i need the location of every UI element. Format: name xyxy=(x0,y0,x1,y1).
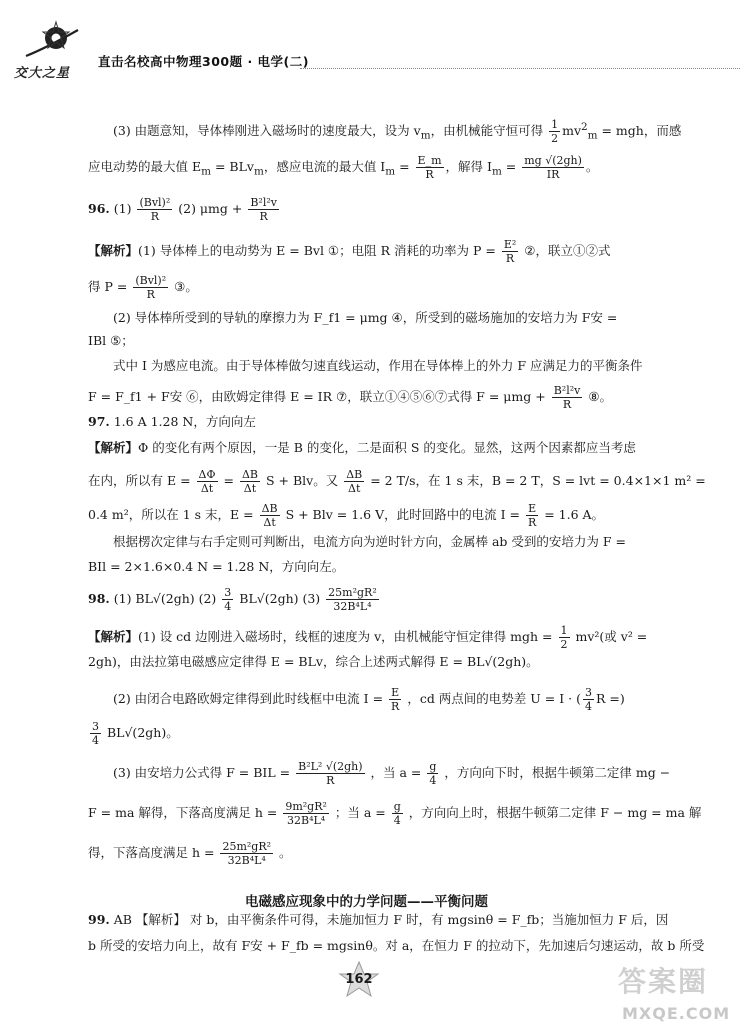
watermark-url: MXQE.COM xyxy=(622,1004,731,1023)
section-title: 电磁感应现象中的力学问题——平衡问题 xyxy=(245,894,488,910)
page-number: 162 xyxy=(345,972,373,987)
text-line: (2) 导体棒所受到的导轨的摩擦力为 F_f1 = μmg ④，所受到的磁场施加的安培力为 F安 = xyxy=(113,310,618,325)
text-line: 0.4 m²，所以在 1 s 末，E = $\frac{\Delta B}{\Delta t}$ S + Blv = 1.6 V，此时回路中的电流 I = $\frac{E}{R}$ = 1.6 A。 xyxy=(88,502,605,530)
question-97-answer: 97. 1.6 A 1.28 N，方向向左 xyxy=(88,414,256,429)
text-line: 【解析】(1) 设 cd 边刚进入磁场时，线框的速度为 v，由机械能守恒定律得 mgh = $\frac{1}{2}$ mv²(或 v² = xyxy=(88,624,648,652)
text-line: F = ma 解得，下落高度满足 h = $\frac{\text{9m²gR²}}{\text{32B⁴L⁴}}$ ；当 a = $\frac{g}{4}$ ，方向向上时，根据牛顿第二定律 F − mg = ma 解 xyxy=(88,800,702,828)
text-line: 在内，所以有 E = $\frac{\Delta\Phi}{\Delta t}$ = $\frac{\Delta B}{\Delta t}$ S + Blv。又 $\frac{\Delta B}{\Delta t}$ = 2 T/s，在 1 s 末，B = 2 T，S = lvt = 0.4×1×1 m² = xyxy=(88,468,706,496)
page-number-badge xyxy=(336,960,382,1000)
text-line: 【解析】Φ 的变化有两个原因，一是 B 的变化，二是面积 S 的变化。显然，这两个因素都应当考虑 xyxy=(88,440,636,455)
fraction: $\frac{E\_m}{R}$ xyxy=(417,154,442,182)
text-line: b 所受的安培力向上，故有 F安 + F_fb = mgsinθ。对 a，在恒力 F 的拉动下，先加速后匀速运动，故 b 所受 xyxy=(88,938,705,953)
text-line: BIl = 2×1.6×0.4 N = 1.28 N，方向向左。 xyxy=(88,559,345,574)
question-96-answer: 96. (1) $\frac{\text{(Bvl)²}}{R}$ (2) μmg + $\frac{\text{B²l²v}}{R}$ xyxy=(88,196,277,224)
text-line: 应电动势的最大值 $E_m = BLv_m$，感应电流的最大值 $I_m$ = $\frac{E\_m}{R}$ ，解得 $I_m$ = $\frac{mg √(2gh)}{IR}$ 。 xyxy=(88,154,599,182)
text-line: 式中 I 为感应电流。由于导体棒做匀速直线运动，作用在导体棒上的外力 F 应满足力的平衡条件 xyxy=(113,358,643,373)
question-98-answer: 98. (1) BL√(2gh) (2) $\frac{3}{4}$ BL√(2gh) (3) $\frac{\text{25m²gR²}}{\text{32B⁴L⁴}}$ xyxy=(88,586,377,614)
text-line: IBl ⑤； xyxy=(88,333,134,348)
watermark xyxy=(618,960,744,1030)
fraction: $\frac{1}{2}$ xyxy=(551,118,559,146)
text-line: 得 P = $\frac{\text{(Bvl)²}}{R}$ ③。 xyxy=(88,274,198,302)
text-line: 根据楞次定律与右手定则可判断出，电流方向为逆时针方向，金属棒 ab 受到的安培力为 F = xyxy=(113,534,626,549)
text-line: $\frac{3}{4}$ BL√(2gh)。 xyxy=(92,720,179,748)
series-title: 直击名校高中物理300题 · 电学(二) xyxy=(98,54,309,69)
text-line: 得，下落高度满足 h = $\frac{\text{25m²gR²}}{\text{32B⁴L⁴}}$ 。 xyxy=(88,840,292,868)
header-divider xyxy=(300,68,740,69)
text-line: 2gh)，由法拉第电磁感应定律得 E = BLv，综合上述两式解得 E = BL√(2gh)。 xyxy=(88,654,539,669)
logo-text: 交大之星 xyxy=(14,66,71,81)
question-99-answer: 99. AB 【解析】 对 b，由平衡条件可得，未施加恒力 F 时，有 mgsinθ = F_fb；当施加恒力 F 后，因 xyxy=(88,912,669,927)
watermark-text: 答案圈 xyxy=(618,965,709,998)
text-line: F = F_f1 + F安 ⑥，由欧姆定律得 E = IR ⑦，联立①④⑤⑥⑦式得 F = μmg + $\frac{\text{B²l²v}}{R}$ ⑧。 xyxy=(88,384,613,412)
fraction: $\frac{mg √(2gh)}{IR}$ xyxy=(524,154,582,182)
text-line: (3) 由题意知，导体棒刚进入磁场时的速度最大，设为 $v_m$，由机械能守恒可得 $\frac{1}{2}$ $mv^2_m$ = mgh，而感 xyxy=(113,118,682,146)
text-line: (3) 由安培力公式得 F = BIL = $\frac{\text{B²L² √(2gh)}}{R}$ ，当 a = $\frac{g}{4}$ ，方向向下时，根据牛顿第二定律 mg − xyxy=(113,760,671,788)
page-header xyxy=(0,0,750,80)
text-line: 【解析】(1) 导体棒上的电动势为 E = Bvl ①；电阻 R 消耗的功率为 P = $\frac{\text{E²}}{R}$ ②，联立①②式 xyxy=(88,238,611,266)
text-line: (2) 由闭合电路欧姆定律得到此时线框中电流 I = $\frac{E}{R}$ ，cd 两点间的电势差 U = I · ( $\frac{3}{4}$ R =) xyxy=(113,686,625,714)
